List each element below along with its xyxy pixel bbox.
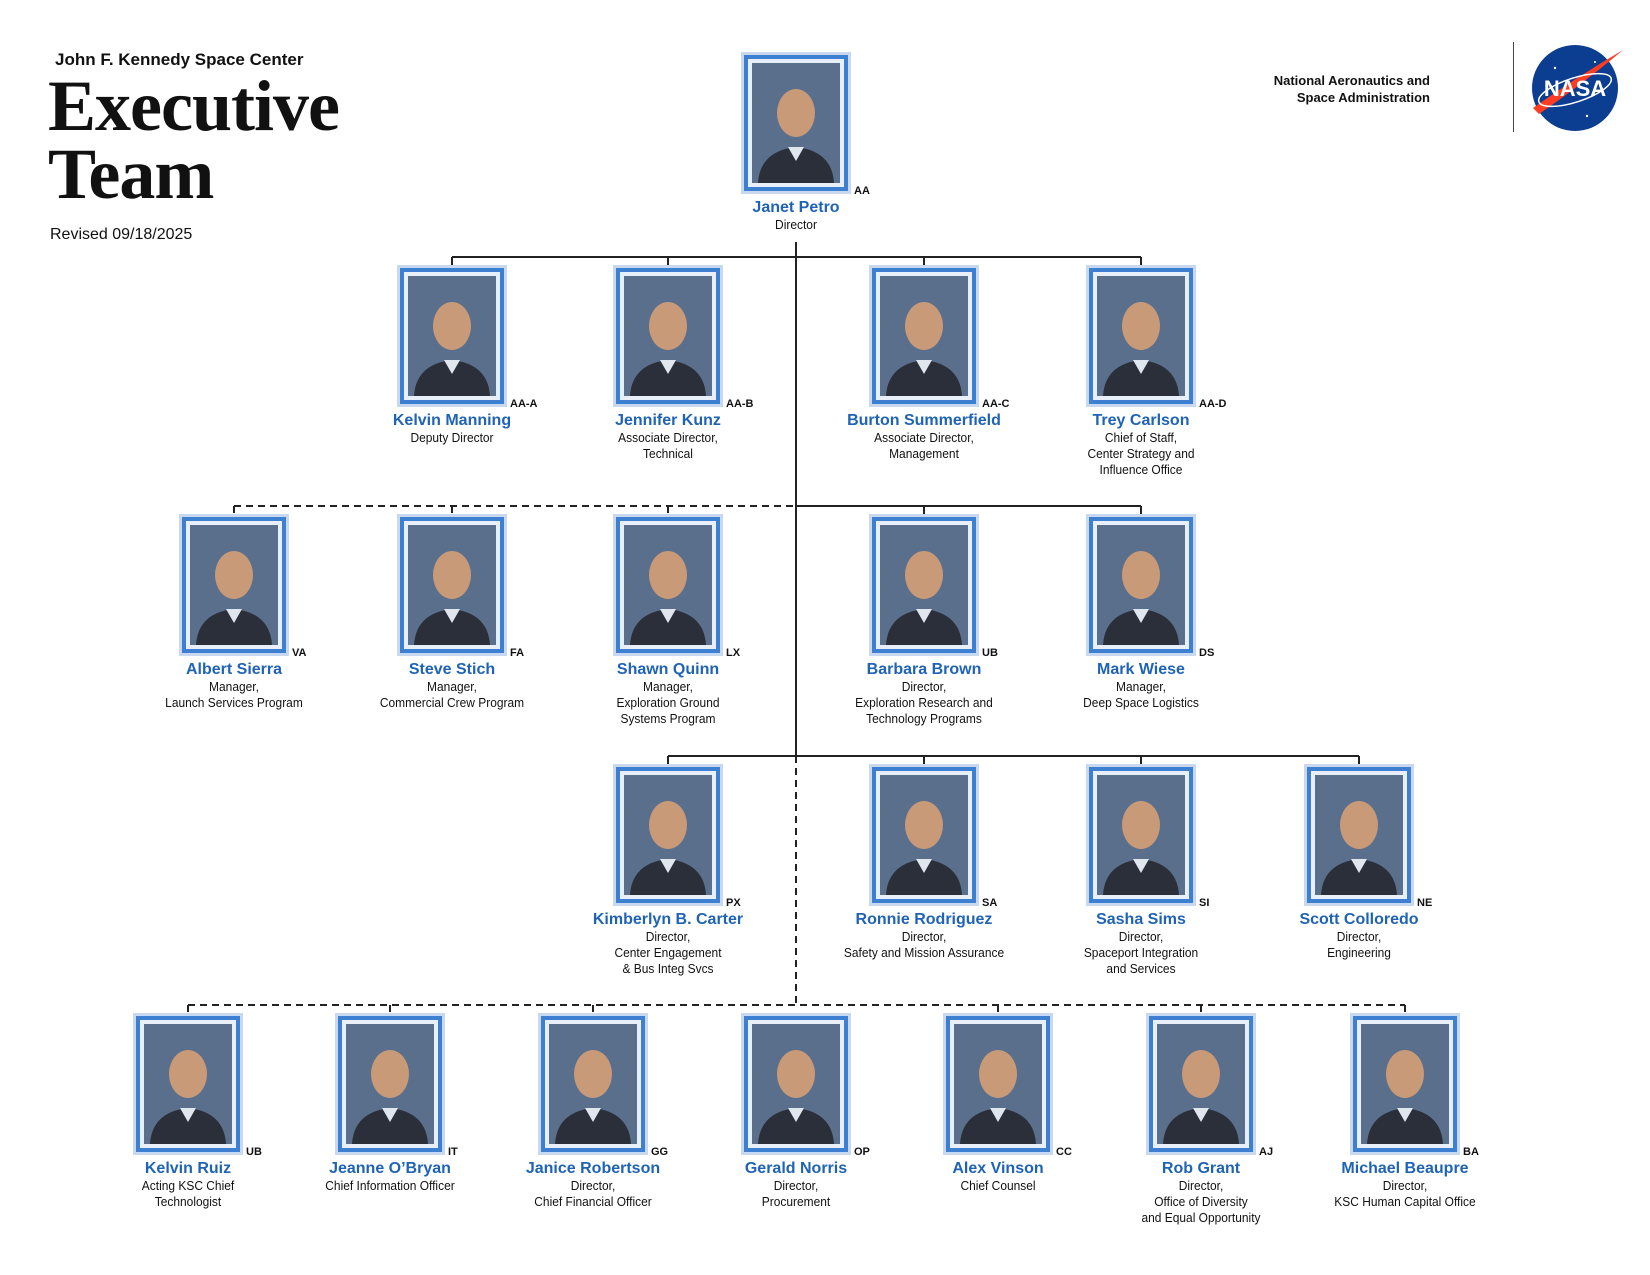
portrait-frame (1089, 517, 1193, 653)
person-name: Kimberlyn B. Carter (592, 911, 744, 928)
portrait-frame (744, 55, 848, 191)
person-title-line: Deep Space Logistics (1083, 695, 1199, 710)
portrait-photo (624, 775, 712, 895)
portrait-frame (1089, 268, 1193, 404)
org-code: AA (854, 185, 870, 197)
agency-line-2: Space Administration (1296, 90, 1430, 105)
person-card (548, 268, 788, 462)
org-code: AA-B (726, 398, 754, 410)
org-code: SA (982, 897, 998, 909)
person-name: Kelvin Manning (392, 412, 512, 429)
person-title-line: Director, (901, 929, 947, 944)
person-name: Shawn Quinn (616, 661, 720, 678)
org-code: FA (510, 647, 525, 659)
portrait-photo (346, 1024, 434, 1144)
person-title-line: Technology Programs (866, 711, 982, 726)
person-title-line: Engineering (1327, 945, 1391, 960)
portrait-photo (752, 1024, 840, 1144)
portrait-photo (624, 276, 712, 396)
person-name: Rob Grant (1161, 1160, 1241, 1177)
person-title-line: Center Engagement (614, 945, 722, 960)
person-name: Janice Robertson (525, 1160, 661, 1177)
person-title-line: and Services (1106, 961, 1176, 976)
portrait-frame (616, 268, 720, 404)
person-title-line: Director, (570, 1178, 616, 1193)
person-title-line: Manager, (427, 679, 477, 694)
portrait-photo (954, 1024, 1042, 1144)
person-title-line: Exploration Research and (855, 695, 993, 710)
person-name: Michael Beaupre (1341, 1160, 1469, 1177)
portrait-frame (1353, 1016, 1457, 1152)
org-code: VA (292, 647, 307, 659)
org-code: UB (982, 647, 998, 659)
portrait-photo (408, 276, 496, 396)
person-name: Jennifer Kunz (615, 412, 721, 429)
org-code: LX (726, 647, 741, 659)
portrait-frame (744, 1016, 848, 1152)
org-code: GG (651, 1146, 669, 1158)
person-title-line: Deputy Director (410, 430, 494, 445)
portrait-frame (872, 517, 976, 653)
portrait-frame (338, 1016, 442, 1152)
person-title-line: Office of Diversity (1154, 1194, 1248, 1209)
org-code: AA-A (510, 398, 538, 410)
svg-text:NASA: NASA (1543, 76, 1607, 101)
org-code: OP (854, 1146, 870, 1158)
org-code: UB (246, 1146, 262, 1158)
person-card (804, 268, 1044, 462)
person-title-line: Technologist (154, 1194, 222, 1209)
person-title-line: Exploration Ground (616, 695, 720, 710)
portrait-frame (872, 268, 976, 404)
person-title-line: Launch Services Program (165, 695, 303, 710)
org-code: BA (1463, 1146, 1479, 1158)
person-name: Sasha Sims (1096, 911, 1186, 928)
org-code: AJ (1259, 1146, 1274, 1158)
person-name: Ronnie Rodriguez (855, 911, 993, 928)
org-code: DS (1199, 647, 1215, 659)
person-card (1285, 1016, 1525, 1210)
person-title-line: Associate Director, (618, 430, 718, 445)
person-name: Albert Sierra (185, 661, 283, 678)
org-code: AA-D (1199, 398, 1227, 410)
person-name: Trey Carlson (1092, 412, 1190, 429)
portrait-frame (1149, 1016, 1253, 1152)
org-code: NE (1417, 897, 1433, 909)
person-title-line: Center Strategy and (1087, 446, 1195, 461)
portrait-photo (1097, 525, 1185, 645)
person-title-line: KSC Human Capital Office (1334, 1194, 1476, 1209)
person-title-line: Manager, (209, 679, 259, 694)
person-name: Scott Colloredo (1299, 911, 1419, 928)
person-card (1021, 517, 1261, 711)
org-code: PX (726, 897, 741, 909)
person-card (332, 517, 572, 711)
portrait-frame (616, 767, 720, 903)
person-title-line: Safety and Mission Assurance (843, 945, 1005, 960)
person-name: Mark Wiese (1097, 661, 1185, 678)
org-code: SI (1199, 897, 1210, 909)
agency-line-1: National Aeronautics and (1273, 73, 1430, 88)
portrait-frame (400, 268, 504, 404)
person-card (804, 517, 1044, 727)
org-name: John F. Kennedy Space Center (55, 50, 304, 69)
portrait-frame (946, 1016, 1050, 1152)
portrait-photo (1315, 775, 1403, 895)
person-title-line: Director (775, 217, 817, 232)
person-title-line: Chief Information Officer (325, 1178, 455, 1193)
person-name: Kelvin Ruiz (144, 1160, 232, 1177)
person-name: Steve Stich (408, 661, 496, 678)
person-title-line: & Bus Integ Svcs (622, 961, 714, 976)
person-title-line: Manager, (643, 679, 693, 694)
portrait-photo (1361, 1024, 1449, 1144)
person-title-line: Systems Program (620, 711, 716, 726)
portrait-frame (400, 517, 504, 653)
person-title-line: Chief Counsel (960, 1178, 1036, 1193)
person-title-line: Commercial Crew Program (379, 695, 525, 710)
portrait-frame (136, 1016, 240, 1152)
title-line-2: Team (48, 134, 214, 214)
person-title-line: Spaceport Integration (1083, 945, 1199, 960)
portrait-photo (752, 63, 840, 183)
person-card (1021, 268, 1261, 478)
person-card (548, 767, 788, 977)
portrait-photo (549, 1024, 637, 1144)
person-title-line: Management (889, 446, 959, 461)
revision-date: Revised 09/18/2025 (50, 226, 193, 243)
portrait-photo (144, 1024, 232, 1144)
portrait-photo (1097, 276, 1185, 396)
person-title-line: and Equal Opportunity (1141, 1210, 1261, 1225)
portrait-frame (541, 1016, 645, 1152)
portrait-photo (408, 525, 496, 645)
person-name: Gerald Norris (744, 1160, 848, 1177)
portrait-frame (1089, 767, 1193, 903)
person-title-line: Director, (901, 679, 947, 694)
person-name: Alex Vinson (952, 1160, 1044, 1177)
portrait-photo (190, 525, 278, 645)
person-title-line: Technical (643, 446, 693, 461)
person-title-line: Director, (1336, 929, 1382, 944)
portrait-frame (1307, 767, 1411, 903)
person-title-line: Acting KSC Chief (141, 1178, 235, 1193)
org-code: IT (448, 1146, 458, 1158)
person-name: Janet Petro (752, 199, 840, 216)
person-card (332, 268, 572, 446)
portrait-photo (880, 525, 968, 645)
person-name: Barbara Brown (866, 661, 982, 678)
portrait-photo (880, 775, 968, 895)
person-card (804, 767, 1044, 961)
person-card (1239, 767, 1479, 961)
person-card (1021, 767, 1261, 977)
person-title-line: Procurement (761, 1194, 831, 1209)
person-title-line: Director, (773, 1178, 819, 1193)
person-title-line: Director, (1382, 1178, 1428, 1193)
person-name: Jeanne O’Bryan (329, 1160, 451, 1177)
person-title-line: Director, (1178, 1178, 1224, 1193)
person-title-line: Director, (1118, 929, 1164, 944)
title-line-1: Executive (48, 66, 339, 146)
person-title-line: Director, (645, 929, 691, 944)
portrait-photo (880, 276, 968, 396)
org-code: AA-C (982, 398, 1010, 410)
person-title-line: Chief Financial Officer (534, 1194, 652, 1209)
person-title-line: Influence Office (1099, 462, 1183, 477)
person-title-line: Manager, (1116, 679, 1166, 694)
portrait-photo (624, 525, 712, 645)
portrait-frame (616, 517, 720, 653)
person-title-line: Associate Director, (874, 430, 974, 445)
person-card (676, 55, 916, 233)
portrait-photo (1097, 775, 1185, 895)
portrait-frame (872, 767, 976, 903)
org-code: CC (1056, 1146, 1072, 1158)
portrait-photo (1157, 1024, 1245, 1144)
person-card (114, 517, 354, 711)
person-card (548, 517, 788, 727)
portrait-frame (182, 517, 286, 653)
person-name: Burton Summerfield (847, 412, 1001, 429)
person-title-line: Chief of Staff, (1104, 430, 1178, 445)
